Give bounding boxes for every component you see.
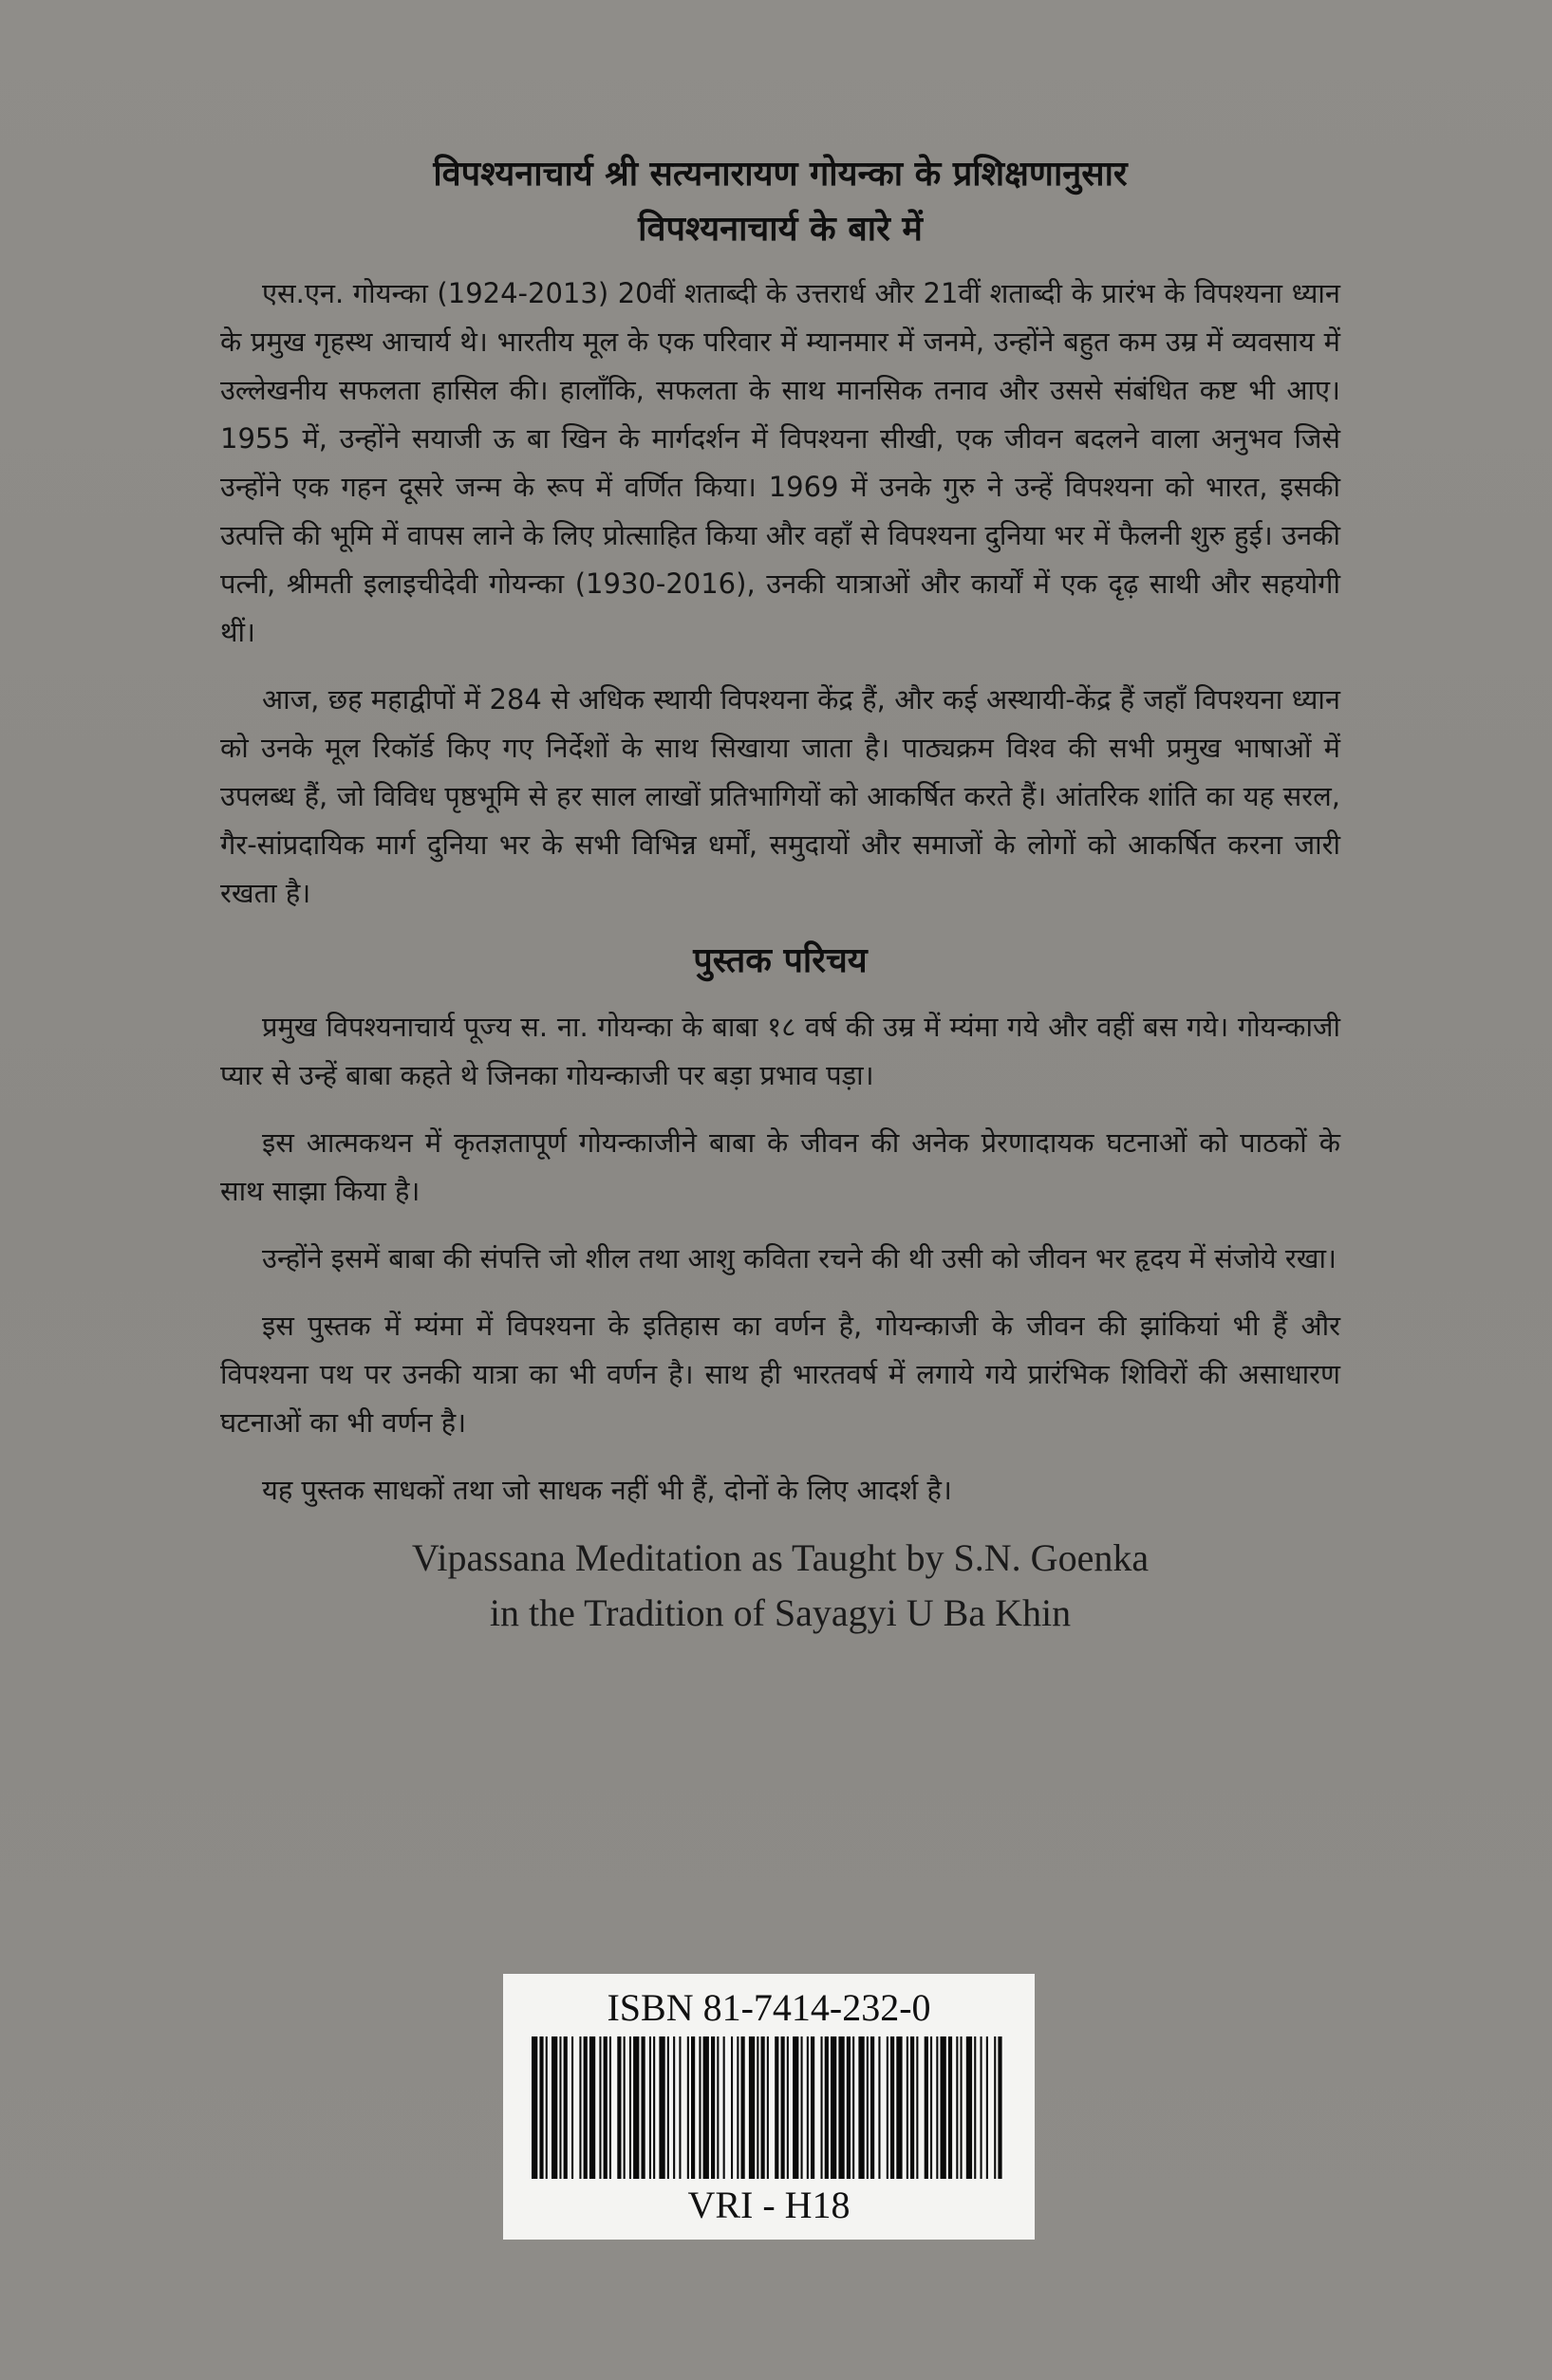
english-tagline-line-1: Vipassana Meditation as Taught by S.N. Goenka <box>411 1536 1150 1579</box>
barcode-bar <box>687 2036 689 2179</box>
barcode-bar <box>887 2036 888 2179</box>
barcode-bar <box>723 2036 725 2179</box>
cover-text-block <box>220 142 1340 1638</box>
barcode-bar <box>858 2036 864 2179</box>
barcode-bar <box>546 2036 548 2179</box>
barcode-bar <box>629 2036 631 2179</box>
barcode-bar <box>801 2036 803 2179</box>
barcode-bar <box>737 2036 739 2179</box>
barcode-bar <box>838 2036 844 2179</box>
barcode-bar <box>624 2036 626 2179</box>
barcode-bar <box>649 2036 651 2179</box>
barcode-bar <box>986 2036 988 2179</box>
barcode-bar <box>831 2036 836 2179</box>
barcode-bar <box>599 2036 601 2179</box>
barcode-bar <box>703 2036 709 2179</box>
barcode-bar <box>998 2036 1001 2179</box>
barcode-label <box>503 1974 1035 2240</box>
barcode-bar <box>956 2036 958 2179</box>
product-code: VRI - H18 <box>687 2184 851 2226</box>
barcode-bar <box>659 2036 664 2179</box>
barcode-bar <box>699 2036 701 2179</box>
barcode-bar <box>825 2036 829 2179</box>
barcode-bar <box>609 2036 611 2179</box>
book-paragraph-5: यह पुस्तक साधकों तथा जो साधक नहीं भी हैं, दोनों के लिए आदर्श है। <box>262 1474 952 1506</box>
barcode-bar <box>589 2036 595 2179</box>
english-tagline-line-2: in the Tradition of Sayagyi U Ba Khin <box>489 1591 1072 1634</box>
barcode-bar <box>925 2036 928 2179</box>
barcode-bar <box>775 2036 778 2179</box>
barcode-bar <box>584 2036 588 2179</box>
barcode-bar <box>749 2036 755 2179</box>
barcode-bar <box>867 2036 869 2179</box>
barcode-bar <box>679 2036 681 2179</box>
barcode-bar <box>564 2036 568 2179</box>
main-title: विपश्यनाचार्य श्री सत्यनारायण गोयन्का के प्रशिक्षणानुसार <box>433 155 1128 194</box>
barcode-bars <box>530 2036 1008 2179</box>
barcode-bar <box>579 2036 581 2179</box>
barcode-bar <box>896 2036 902 2179</box>
barcode-bar <box>847 2036 851 2179</box>
barcode-bar <box>994 2036 996 2179</box>
barcode-bar <box>539 2036 543 2179</box>
about-title: विपश्यनाचार्य के बारे में <box>638 210 923 249</box>
barcode-bar <box>617 2036 621 2179</box>
barcode-bar <box>571 2036 573 2179</box>
about-paragraph-2: आज, छह महाद्वीपों में 284 से अधिक स्थायी विपश्यना केंद्र हैं, और कई अस्थायी-केंद्र हैं जहाँ विपश्यना ध्यान को उनके मूल रिकॉर्ड किए गए निर्देशों के साथ सिखाया जाता है। पाठ्यक्रम विश्व की सभी प्रमुख भाषाओं में उपलब्ध हैं, जो विविध पृष्ठभूमि से हर साल लाखों प्रतिभागियों को आकर्षित करते हैं। आंतरिक शांति का यह सरल, गैर-सांप्रदायिक मार्ग दुनिया भर के सभी विभिन्न धर्मों, समुदायों और समाजों के लोगों को आकर्षित करना जारी रखता है। <box>220 683 1340 909</box>
barcode-bar <box>757 2036 758 2179</box>
barcode-bar <box>604 2036 608 2179</box>
barcode-bar <box>948 2036 952 2179</box>
book-paragraph-3: उन्होंने इसमें बाबा की संपत्ति जो शील तथा आशु कविता रचने की थी उसी को जीवन भर हृदय में संजोये रखा। <box>262 1242 1337 1274</box>
barcode-bar <box>767 2036 769 2179</box>
barcode-bar <box>821 2036 823 2179</box>
about-paragraph-1: एस.एन. गोयन्का (1924-2013) 20वीं शताब्दी के उत्तरार्ध और 21वीं शताब्दी के प्रारंभ के विपश्यना ध्यान के प्रमुख गृहस्थ आचार्य थे। भारतीय मूल के एक परिवार में म्यानमार में जनमे, उन्होंने बहुत कम उम्र में व्यवसाय में उल्लेखनीय सफलता हासिल की। हालाँकि, सफलता के साथ मानसिक तनाव और उससे संबंधित कष्ट भी आए। 1955 में, उन्होंने सयाजी ऊ बा खिन के मार्गदर्शन में विपश्यना सीखी, एक जीवन बदलने वाला अनुभव जिसे उन्होंने एक गहन दूसरे जन्म के रूप में वर्णित किया। 1969 में उनके गुरु ने उन्हें विपश्यना को भारत, इसकी उत्पत्ति की भूमि में वापस लाने के लिए प्रोत्साहित किया और वहाँ से विपश्यना दुनिया भर में फैलनी शुरु हुई। उनकी पत्नी, श्रीमती इलाइचीदेवी गोयन्का (1930-2016), उनकी यात्राओं और कार्यों में एक दृढ़ साथी और सहयोगी थीं। <box>220 277 1340 648</box>
barcode-bar <box>974 2036 976 2179</box>
barcode-bar <box>717 2036 719 2179</box>
barcode-bar <box>793 2036 798 2179</box>
barcode-bar <box>761 2036 765 2179</box>
barcode-bar <box>936 2036 938 2179</box>
book-intro-title: पुस्तक परिचय <box>693 941 868 980</box>
barcode-bar <box>532 2036 537 2179</box>
isbn-text: ISBN 81-7414-232-0 <box>607 1986 931 2029</box>
barcode-bar <box>711 2036 715 2179</box>
book-paragraph-2: इस आत्मकथन में कृतज्ञतापूर्ण गोयन्काजीने बाबा के जीवन की अनेक प्रेरणादायक घटनाओं को पाठकों के साथ साझा किया है। <box>220 1126 1340 1207</box>
barcode-bar <box>930 2036 932 2179</box>
barcode-bar <box>870 2036 874 2179</box>
barcode-bar <box>811 2036 814 2179</box>
barcode-bar <box>852 2036 854 2179</box>
barcode-bar <box>559 2036 561 2179</box>
barcode-bar <box>633 2036 639 2179</box>
barcode-bar <box>787 2036 789 2179</box>
book-paragraph-1: प्रमुख विपश्यनाचार्य पूज्य स. ना. गोयन्का के बाबा १८ वर्ष की उम्र में म्यंमा गये और वहीं बस गये। गोयन्काजी प्यार से उन्हें बाबा कहते थे जिनका गोयन्काजी पर बड़ा प्रभाव पड़ा। <box>220 1011 1340 1091</box>
barcode-bar <box>741 2036 745 2179</box>
barcode-bar <box>890 2036 894 2179</box>
barcode-bar <box>653 2036 655 2179</box>
barcode-bar <box>981 2036 982 2179</box>
barcode-bar <box>781 2036 785 2179</box>
barcode-bar <box>731 2036 733 2179</box>
barcode-bar <box>916 2036 918 2179</box>
barcode-bar <box>966 2036 972 2179</box>
barcode-bar <box>667 2036 669 2179</box>
barcode-bar <box>642 2036 645 2179</box>
barcode-bar <box>910 2036 914 2179</box>
barcode-bar <box>691 2036 695 2179</box>
barcode-bar <box>878 2036 880 2179</box>
barcode-bar <box>807 2036 809 2179</box>
barcode-bar <box>961 2036 963 2179</box>
barcode-bar <box>552 2036 557 2179</box>
barcode-bar <box>673 2036 675 2179</box>
book-paragraph-4: इस पुस्तक में म्यंमा में विपश्यना के इतिहास का वर्णन है, गोयन्काजी के जीवन की झांकियां भी हैं और विपश्यना पथ पर उनकी यात्रा का भी वर्णन है। साथ ही भारतवर्ष में लगाये गये प्रारंभिक शिविरों की असाधारण घटनाओं का भी वर्णन है। <box>220 1310 1340 1439</box>
barcode-bar <box>907 2036 908 2179</box>
barcode-bar <box>941 2036 946 2179</box>
